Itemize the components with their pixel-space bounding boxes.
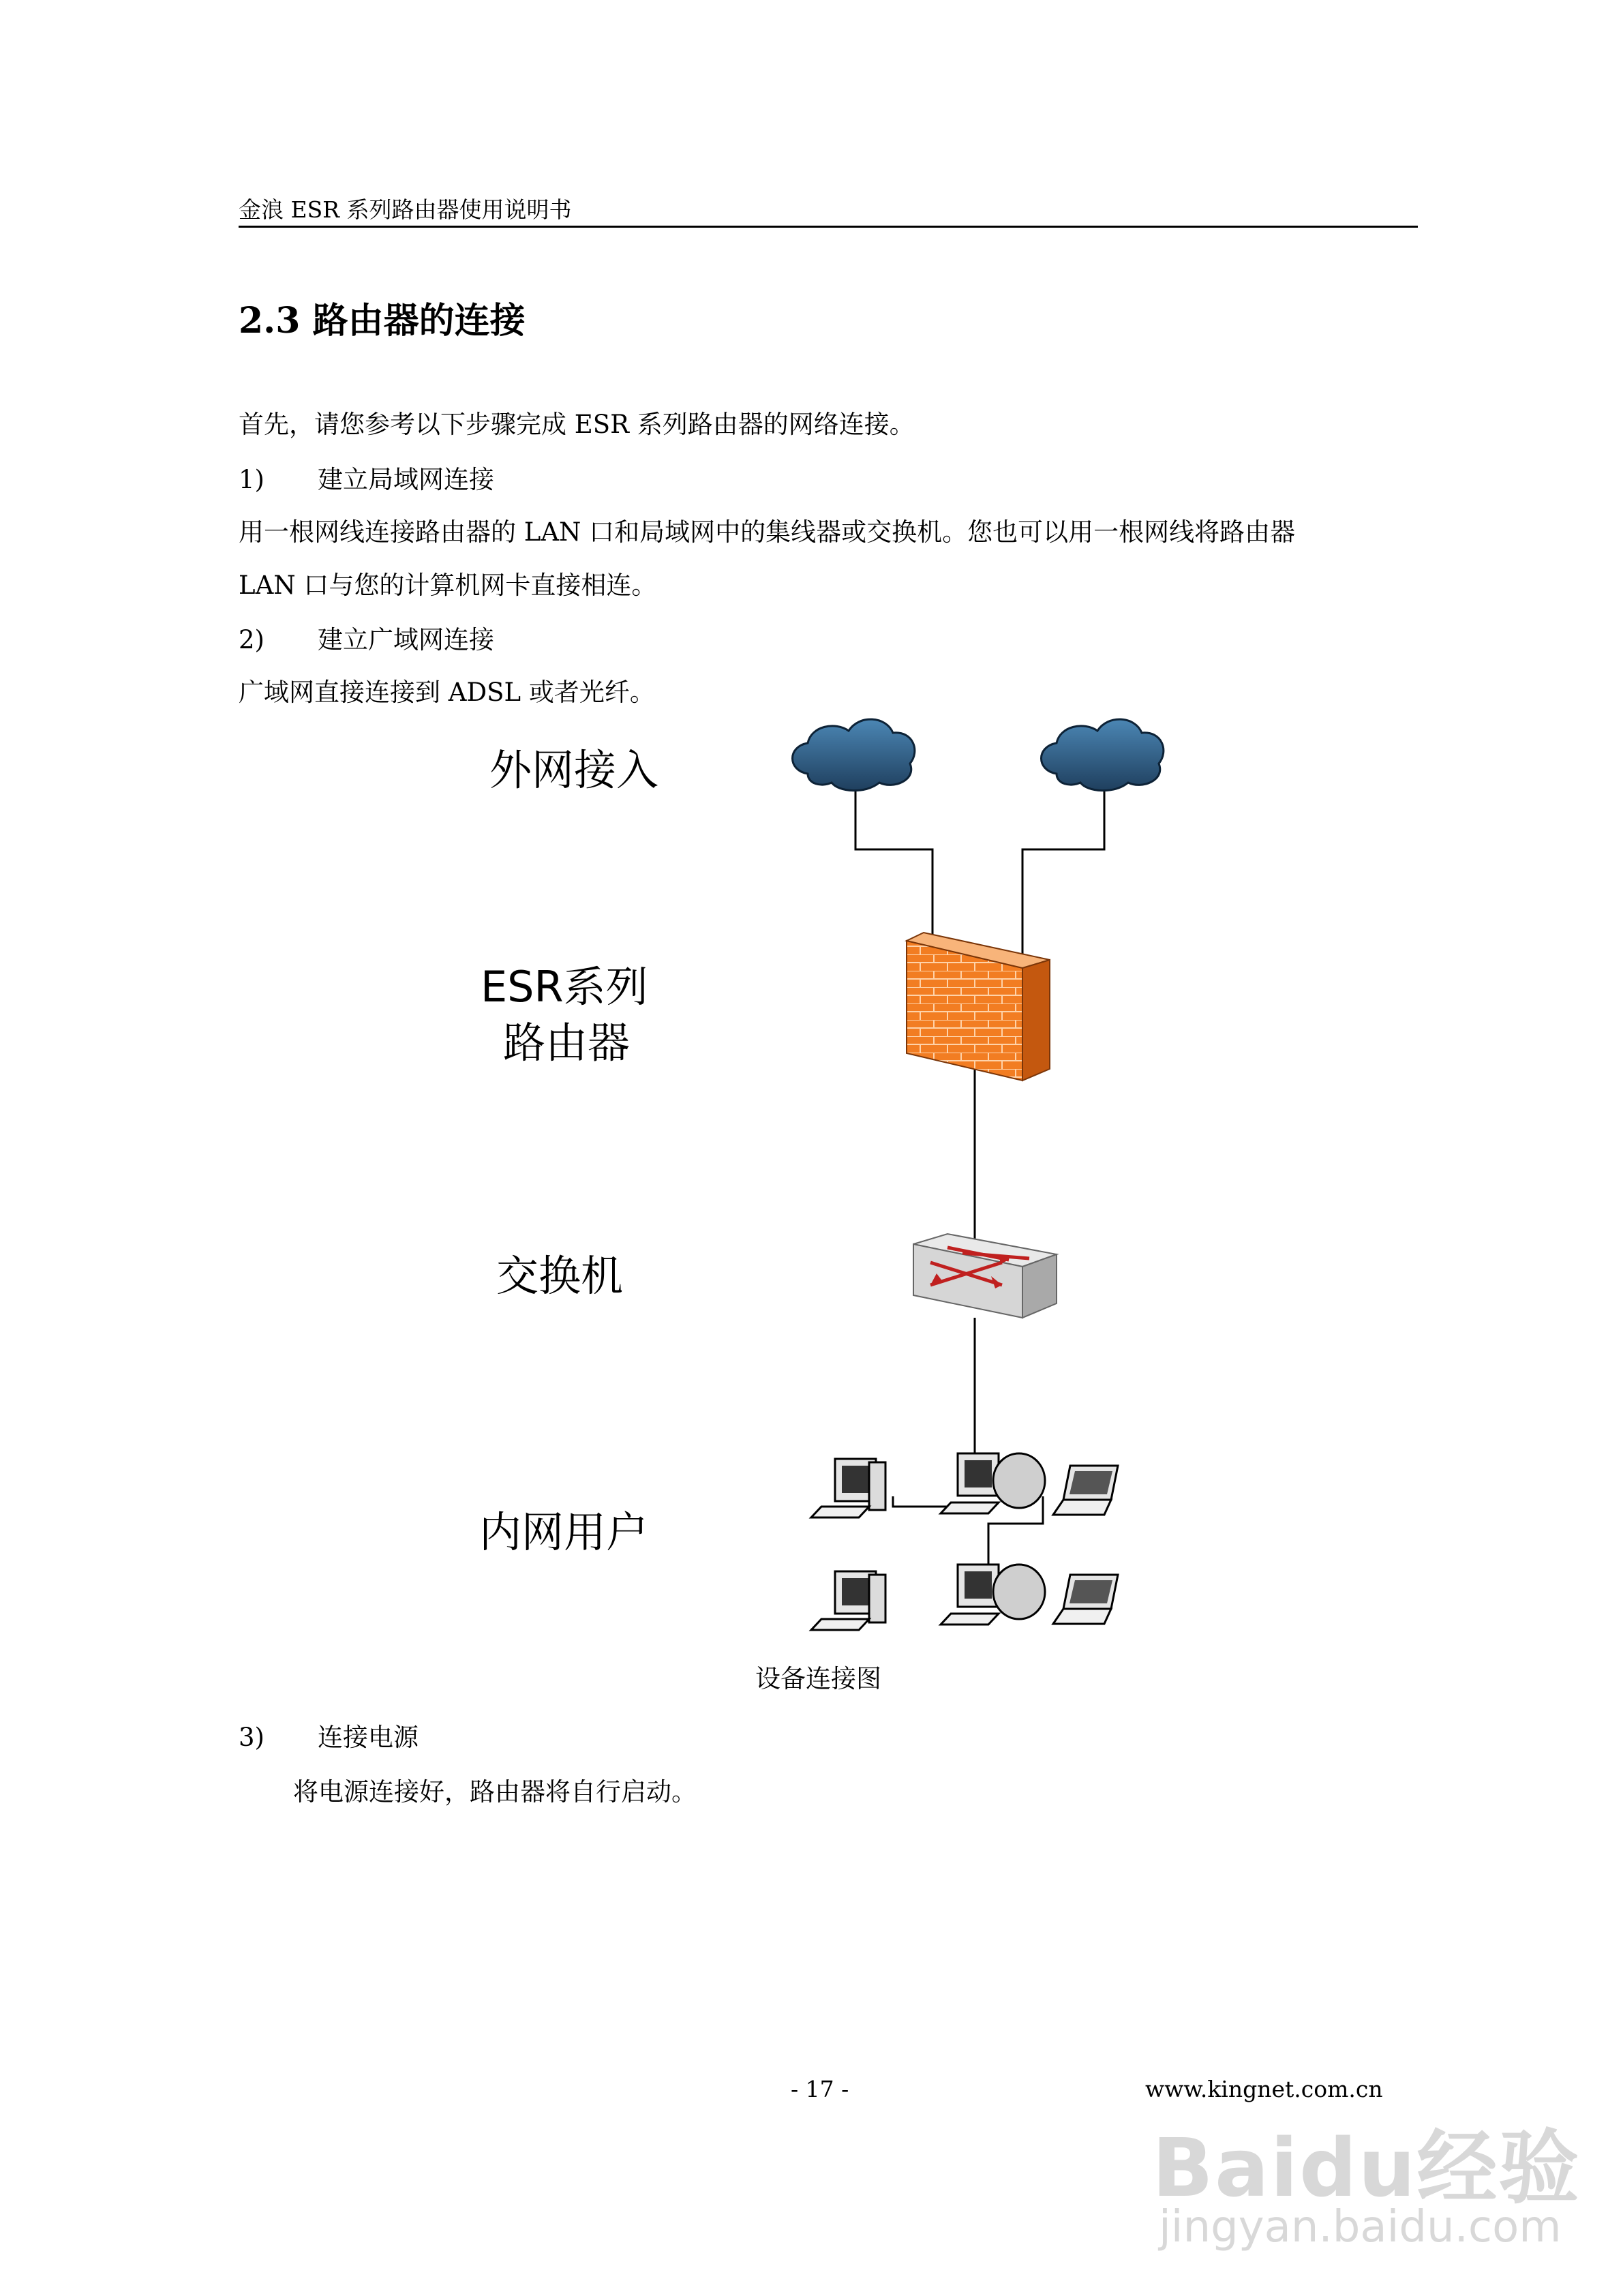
footer-url: www.kingnet.com.cn — [1145, 2076, 1383, 2102]
desktop-pc-icon — [941, 1453, 1045, 1513]
step-2-title: 建立广域网连接 — [318, 625, 494, 654]
diagram-label-wan: 外网接入 — [489, 745, 659, 795]
step-3-number: 3) — [239, 1723, 264, 1752]
step-1-title: 建立局域网连接 — [318, 465, 494, 494]
baidu-watermark-logo: Baidu经验 — [1152, 2121, 1581, 2215]
network-diagram — [784, 709, 1193, 1650]
desktop-pc-icon — [811, 1571, 885, 1630]
step-2-text: 广域网直接连接到 ADSL 或者光纤。 — [239, 678, 655, 707]
step-1-number: 1) — [239, 465, 264, 494]
desktop-pc-icon — [811, 1459, 885, 1517]
step-1-text-line-2: LAN 口与您的计算机网卡直接相连。 — [239, 571, 657, 600]
cloud-icon — [1042, 719, 1164, 791]
laptop-icon — [1053, 1575, 1118, 1624]
baidu-watermark-url: jingyan.baidu.com — [1159, 2202, 1562, 2252]
switch-icon — [913, 1234, 1057, 1318]
diagram-label-lan: 内网用户 — [479, 1507, 649, 1557]
diagram-label-router-line-2: 路由器 — [503, 1018, 631, 1068]
diagram-label-router-line-1: ESR系列 — [481, 962, 648, 1012]
step-3-text: 将电源连接好，路由器将自行启动。 — [293, 1777, 697, 1807]
page-number: - 17 - — [791, 2076, 849, 2102]
connection-lines — [855, 785, 1104, 1565]
intro-paragraph: 首先，请您参考以下步骤完成 ESR 系列路由器的网络连接。 — [239, 410, 915, 439]
figure-caption: 设备连接图 — [755, 1664, 881, 1693]
running-header: 金浪 ESR 系列路由器使用说明书 — [239, 196, 572, 223]
step-2-number: 2) — [239, 625, 264, 654]
step-3-title: 连接电源 — [318, 1723, 419, 1752]
diagram-label-switch: 交换机 — [496, 1251, 624, 1301]
header-rule — [239, 226, 1418, 228]
step-1-heading — [239, 459, 494, 496]
desktop-pc-icon — [941, 1565, 1045, 1625]
firewall-router-icon — [907, 933, 1050, 1081]
step-2-heading — [239, 619, 494, 656]
cloud-icon — [793, 719, 915, 791]
section-title: 2.3 路由器的连接 — [239, 300, 526, 342]
laptop-icon — [1053, 1466, 1118, 1515]
step-3-heading — [239, 1717, 419, 1753]
step-1-text-line-1: 用一根网线连接路由器的 LAN 口和局域网中的集线器或交换机。您也可以用一根网线将路由器 — [239, 517, 1296, 547]
